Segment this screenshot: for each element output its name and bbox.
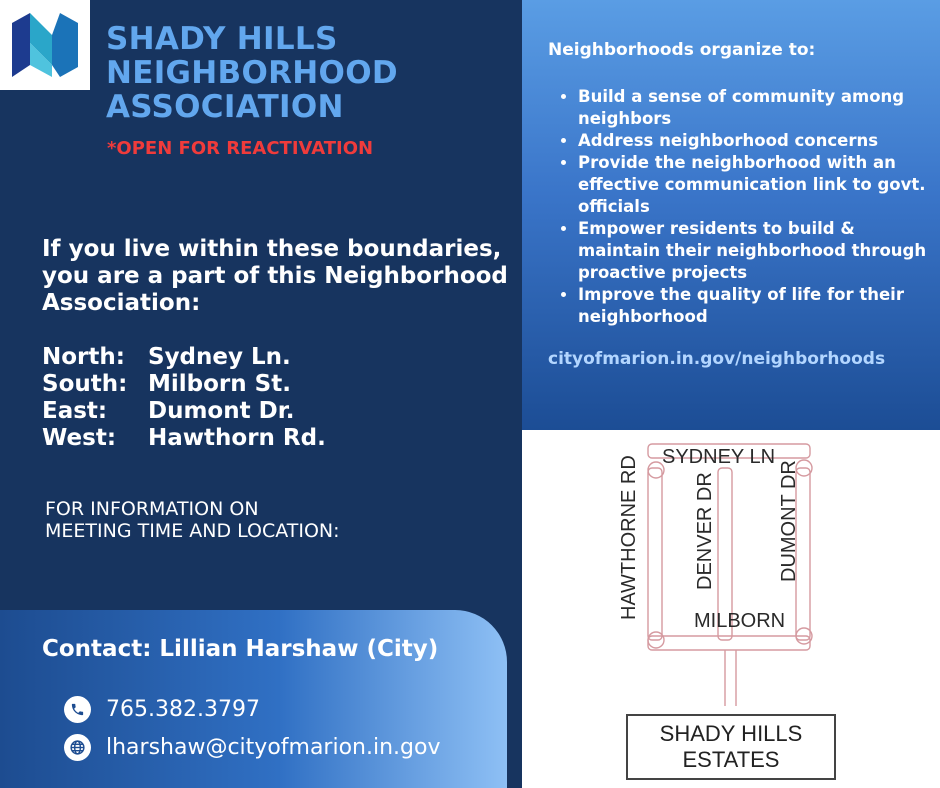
map-label-north: SYDNEY LN [662, 446, 776, 468]
boundary-label: West: [42, 425, 117, 451]
logo [0, 0, 90, 90]
meeting-info: FOR INFORMATION ON MEETING TIME AND LOCATION: [45, 498, 340, 542]
logo-mark-icon [12, 13, 78, 77]
boundary-value: Hawthorn Rd. [148, 425, 326, 451]
map-label-west: HAWTHORNE RD [618, 455, 640, 620]
boundary-list [42, 344, 326, 452]
estates-line-1: SHADY HILLS [659, 721, 803, 746]
list-item: • Improve the quality of life for their neighborhood [578, 284, 938, 328]
contact-card [0, 610, 507, 788]
boundary-east [42, 398, 326, 425]
boundary-south [42, 371, 326, 398]
boundary-north [42, 344, 326, 371]
contact-title: Contact: Lillian Harshaw (City) [42, 636, 439, 662]
list-item: • Empower residents to build & maintain their neighborhood through proactive projects [578, 218, 938, 284]
boundary-value: Dumont Dr. [148, 398, 295, 424]
boundary-west [42, 425, 326, 452]
globe-icon [64, 734, 91, 761]
boundary-value: Sydney Ln. [148, 344, 291, 370]
status-notice: *OPEN FOR REACTIVATION [107, 138, 374, 159]
map-label-east: DUMONT DR [778, 460, 800, 582]
boundary-intro: If you live within these boundaries, you are a part of this Neighborhood Association: [42, 236, 508, 316]
estates-line-2: ESTATES [682, 747, 780, 772]
organize-panel [522, 0, 940, 430]
title-line-3: ASSOCIATION [106, 89, 344, 125]
organize-heading: Neighborhoods organize to: [548, 40, 816, 60]
boundary-label: East: [42, 398, 108, 424]
boundary-value: Milborn St. [148, 371, 291, 397]
boundary-map [522, 430, 940, 788]
map-label-middle: DENVER DR [694, 472, 716, 590]
list-item: • Address neighborhood concerns [578, 130, 938, 152]
list-item: • Provide the neighborhood with an effective communication link to govt. officials [578, 152, 938, 218]
email-row[interactable] [64, 734, 440, 761]
map-label-south: MILBORN [694, 610, 786, 632]
email-address[interactable]: lharshaw@cityofmarion.in.gov [106, 735, 441, 760]
list-item: • Build a sense of community among neighbors [578, 86, 938, 130]
estates-label [626, 714, 836, 780]
page-title [106, 22, 398, 124]
neighborhoods-link[interactable]: cityofmarion.in.gov/neighborhoods [548, 349, 886, 369]
title-line-2: NEIGHBORHOOD [106, 55, 398, 91]
title-line-1: SHADY HILLS [106, 21, 338, 57]
boundary-label: South: [42, 371, 128, 397]
boundary-label: North: [42, 344, 125, 370]
phone-icon [64, 696, 91, 723]
phone-number[interactable]: 765.382.3797 [106, 697, 260, 722]
phone-row[interactable] [64, 696, 260, 723]
organize-list [558, 86, 938, 328]
